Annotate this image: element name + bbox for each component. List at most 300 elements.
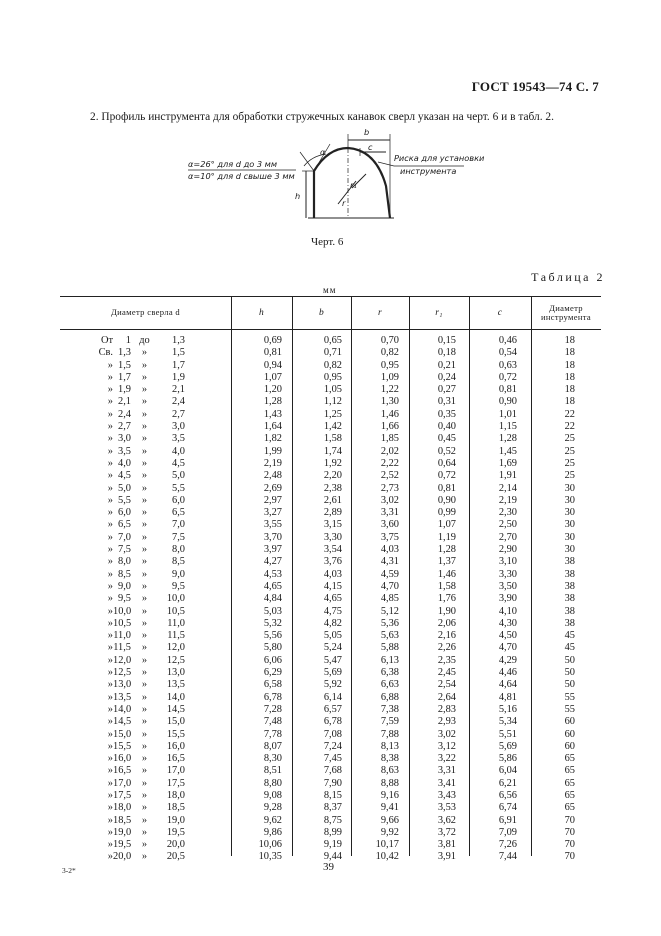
- cell-c: 6,56: [498, 789, 517, 801]
- cell-r1: 2,26: [437, 642, 456, 654]
- table-row: [60, 667, 601, 679]
- cell-r1: 0,99: [437, 507, 456, 519]
- cell-tool: 18: [564, 371, 575, 383]
- paragraph: 2. Профиль инструмента для обработки стружечных канавок сверл указан на черт. 6 и в табл. 2.: [90, 111, 554, 123]
- table-body: [60, 330, 601, 864]
- cell-h: 9,08: [263, 789, 282, 801]
- cell-b: 1,12: [323, 396, 342, 408]
- cell-b: 0,95: [323, 371, 342, 383]
- range-high: 17,0: [166, 765, 185, 777]
- range-sep: »: [141, 371, 148, 383]
- cell-r: 3,75: [380, 531, 399, 543]
- cell-h: 1,43: [263, 408, 282, 420]
- range-low: 6,5: [118, 519, 131, 531]
- range-high: 17,5: [166, 777, 185, 789]
- cell-b: 1,58: [323, 433, 342, 445]
- range-high: 10,0: [166, 593, 185, 605]
- cell-c: 2,90: [498, 544, 517, 556]
- range-high: 9,5: [172, 580, 185, 592]
- cell-c: 4,50: [498, 630, 517, 642]
- range-prefix: »: [107, 802, 113, 814]
- range-sep: »: [141, 679, 148, 691]
- cell-r: 7,88: [380, 728, 399, 740]
- cell-r1: 3,81: [437, 839, 456, 851]
- cell-r1: 2,93: [437, 716, 456, 728]
- range-prefix: »: [107, 494, 113, 506]
- page-header: ГОСТ 19543—74 С. 7: [471, 79, 599, 94]
- cell-h: 6,78: [263, 691, 282, 703]
- cell-r1: 2,06: [437, 617, 456, 629]
- cell-c: 3,90: [498, 593, 517, 605]
- cell-r1: 1,58: [437, 580, 456, 592]
- range-prefix: »: [107, 703, 113, 715]
- cell-r: 3,02: [380, 494, 399, 506]
- cell-c: 4,64: [498, 679, 517, 691]
- range-prefix: »: [107, 789, 113, 801]
- cell-b: 4,75: [323, 605, 342, 617]
- range-high: 16,0: [166, 740, 185, 752]
- cell-r1: 0,52: [437, 445, 456, 457]
- range-high: 11,5: [167, 630, 185, 642]
- cell-h: 6,29: [263, 667, 282, 679]
- range-low: 6,0: [118, 507, 131, 519]
- range-sep: »: [141, 421, 148, 433]
- header-r: r: [378, 307, 382, 318]
- cell-b: 8,99: [323, 826, 342, 838]
- range-sep: »: [141, 433, 148, 445]
- header-tool: Диаметр инструмента: [540, 302, 592, 322]
- cell-b: 3,15: [323, 519, 342, 531]
- cell-h: 9,28: [263, 802, 282, 814]
- table-row: [60, 704, 601, 716]
- cell-r: 1,66: [380, 421, 399, 433]
- table-row: [60, 618, 601, 630]
- cell-b: 1,74: [323, 445, 342, 457]
- cell-tool: 30: [564, 507, 575, 519]
- cell-b: 3,54: [323, 544, 342, 556]
- cell-b: 0,82: [323, 359, 342, 371]
- col-divider: [231, 296, 232, 856]
- cell-c: 2,50: [498, 519, 517, 531]
- cell-r: 3,31: [380, 507, 399, 519]
- cell-c: 7,26: [498, 839, 517, 851]
- cell-c: 4,29: [498, 654, 517, 666]
- cell-tool: 38: [564, 605, 575, 617]
- table-row: [60, 372, 601, 384]
- cell-h: 7,48: [263, 716, 282, 728]
- cell-h: 8,07: [263, 740, 282, 752]
- cell-tool: 30: [564, 482, 575, 494]
- range-low: 5,0: [118, 482, 131, 494]
- table-row: [60, 446, 601, 458]
- cell-r: 4,85: [380, 593, 399, 605]
- cell-tool: 18: [564, 384, 575, 396]
- range-prefix: Св.: [98, 347, 113, 359]
- cell-r1: 3,72: [437, 826, 456, 838]
- range-high: 7,0: [172, 519, 185, 531]
- cell-h: 8,80: [263, 777, 282, 789]
- cell-h: 6,06: [263, 654, 282, 666]
- table-row: [60, 790, 601, 802]
- cell-r: 5,12: [380, 605, 399, 617]
- cell-b: 8,15: [323, 789, 342, 801]
- cell-tool: 65: [564, 789, 575, 801]
- range-high: 16,5: [166, 753, 185, 765]
- cell-r1: 3,53: [437, 802, 456, 814]
- cell-r: 10,42: [375, 851, 399, 863]
- cell-tool: 38: [564, 556, 575, 568]
- cell-c: 0,54: [498, 347, 517, 359]
- cell-h: 8,30: [263, 753, 282, 765]
- cell-r: 4,03: [380, 544, 399, 556]
- cell-c: 1,15: [498, 421, 517, 433]
- range-sep: »: [141, 384, 148, 396]
- col-divider: [531, 296, 532, 856]
- cell-tool: 55: [564, 703, 575, 715]
- cell-r: 2,02: [380, 445, 399, 457]
- table-row: [60, 347, 601, 359]
- header-r1: r₁: [435, 307, 443, 318]
- table-row: [60, 495, 601, 507]
- cell-b: 7,24: [323, 740, 342, 752]
- range-sep: »: [141, 568, 148, 580]
- cell-b: 4,82: [323, 617, 342, 629]
- cell-b: 5,69: [323, 667, 342, 679]
- cell-h: 3,55: [263, 519, 282, 531]
- cell-h: 6,58: [263, 679, 282, 691]
- table-header: [60, 296, 601, 330]
- range-low: 2,4: [118, 408, 131, 420]
- range-low: 2,1: [118, 396, 131, 408]
- cell-r: 5,36: [380, 617, 399, 629]
- cell-r: 2,73: [380, 482, 399, 494]
- table-row: [60, 655, 601, 667]
- cell-r: 5,88: [380, 642, 399, 654]
- cell-b: 8,37: [323, 802, 342, 814]
- range-low: 19,0: [113, 826, 132, 838]
- cell-r1: 0,64: [437, 457, 456, 469]
- cell-tool: 45: [564, 642, 575, 654]
- cell-r: 2,22: [380, 457, 399, 469]
- cell-b: 1,92: [323, 457, 342, 469]
- cell-c: 5,51: [498, 728, 517, 740]
- range-low: 7,5: [118, 544, 131, 556]
- cell-r: 7,38: [380, 703, 399, 715]
- cell-tool: 65: [564, 802, 575, 814]
- range-high: 1,9: [172, 371, 185, 383]
- cell-r1: 3,31: [437, 765, 456, 777]
- dim-h: h: [295, 191, 301, 201]
- range-low: 1,7: [118, 371, 131, 383]
- unit-label: мм: [323, 285, 337, 295]
- data-table: [60, 296, 601, 864]
- cell-c: 4,46: [498, 667, 517, 679]
- range-prefix: »: [107, 519, 113, 531]
- cell-tool: 38: [564, 593, 575, 605]
- range-prefix: »: [107, 728, 113, 740]
- cell-b: 2,38: [323, 482, 342, 494]
- cell-h: 1,82: [263, 433, 282, 445]
- cell-r: 8,88: [380, 777, 399, 789]
- table-row: [60, 360, 601, 372]
- cell-c: 6,91: [498, 814, 517, 826]
- cell-h: 3,70: [263, 531, 282, 543]
- range-high: 20,5: [166, 851, 185, 863]
- cell-r1: 0,72: [437, 470, 456, 482]
- cell-tool: 30: [564, 544, 575, 556]
- cell-h: 7,28: [263, 703, 282, 715]
- range-low: 15,0: [113, 728, 132, 740]
- range-high: 19,5: [166, 826, 185, 838]
- range-high: 6,0: [172, 494, 185, 506]
- cell-r1: 2,45: [437, 667, 456, 679]
- range-prefix: »: [107, 580, 113, 592]
- range-low: 18,0: [113, 802, 132, 814]
- cell-b: 1,42: [323, 421, 342, 433]
- cell-h: 2,48: [263, 470, 282, 482]
- cell-r: 0,70: [380, 335, 399, 346]
- cell-r: 8,13: [380, 740, 399, 752]
- table-row: [60, 458, 601, 470]
- table-row: [60, 802, 601, 814]
- range-sep: »: [141, 507, 148, 519]
- range-high: 2,7: [172, 408, 185, 420]
- cell-h: 4,65: [263, 580, 282, 592]
- range-sep: »: [141, 716, 148, 728]
- cell-c: 0,81: [498, 384, 517, 396]
- range-low: 14,0: [113, 703, 132, 715]
- cell-r1: 2,35: [437, 654, 456, 666]
- range-sep: »: [141, 728, 148, 740]
- cell-tool: 65: [564, 777, 575, 789]
- col-divider: [292, 296, 293, 856]
- range-sep: »: [141, 359, 148, 371]
- cell-r: 1,85: [380, 433, 399, 445]
- cell-h: 0,81: [263, 347, 282, 359]
- cell-r: 2,52: [380, 470, 399, 482]
- range-low: 5,5: [118, 494, 131, 506]
- cell-b: 5,47: [323, 654, 342, 666]
- cell-r1: 3,02: [437, 728, 456, 740]
- range-prefix: »: [107, 457, 113, 469]
- cell-tool: 18: [564, 359, 575, 371]
- cell-r1: 0,27: [437, 384, 456, 396]
- cell-b: 7,08: [323, 728, 342, 740]
- range-high: 2,1: [172, 384, 185, 396]
- cell-b: 6,78: [323, 716, 342, 728]
- cell-h: 0,94: [263, 359, 282, 371]
- range-prefix: »: [107, 421, 113, 433]
- cell-b: 5,24: [323, 642, 342, 654]
- cell-b: 4,65: [323, 593, 342, 605]
- range-low: 20,0: [113, 851, 132, 863]
- cell-b: 4,15: [323, 580, 342, 592]
- cell-r: 9,92: [380, 826, 399, 838]
- range-high: 3,5: [172, 433, 185, 445]
- range-low: 10,0: [113, 605, 132, 617]
- range-sep: »: [141, 753, 148, 765]
- range-prefix: »: [107, 716, 113, 728]
- range-prefix: »: [107, 777, 113, 789]
- range-sep: »: [141, 617, 148, 629]
- range-prefix: »: [107, 679, 113, 691]
- cell-c: 2,19: [498, 494, 517, 506]
- cell-r1: 2,54: [437, 679, 456, 691]
- cell-tool: 70: [564, 814, 575, 826]
- cell-h: 8,51: [263, 765, 282, 777]
- cell-tool: 60: [564, 728, 575, 740]
- cell-h: 3,27: [263, 507, 282, 519]
- cell-r: 7,59: [380, 716, 399, 728]
- cell-r: 0,95: [380, 359, 399, 371]
- cell-tool: 70: [564, 839, 575, 851]
- cell-tool: 25: [564, 433, 575, 445]
- cell-h: 2,97: [263, 494, 282, 506]
- cell-tool: 50: [564, 679, 575, 691]
- table-row: [60, 532, 601, 544]
- header-diameter: Диаметр сверла d: [110, 307, 180, 318]
- range-sep: »: [141, 630, 148, 642]
- cell-r1: 3,41: [437, 777, 456, 789]
- cell-r: 9,16: [380, 789, 399, 801]
- cell-b: 7,68: [323, 765, 342, 777]
- cell-r1: 3,62: [437, 814, 456, 826]
- cell-h: 5,32: [263, 617, 282, 629]
- cell-h: 1,20: [263, 384, 282, 396]
- range-prefix: »: [107, 384, 113, 396]
- range-prefix: »: [107, 593, 113, 605]
- cell-r: 1,09: [380, 371, 399, 383]
- range-low: 1,3: [118, 347, 131, 359]
- range-prefix: »: [107, 359, 113, 371]
- cell-c: 3,50: [498, 580, 517, 592]
- cell-h: 0,69: [263, 335, 282, 346]
- cell-r: 6,88: [380, 691, 399, 703]
- range-prefix: »: [107, 642, 113, 654]
- range-low: 14,5: [113, 716, 132, 728]
- cell-h: 10,06: [258, 839, 282, 851]
- cell-tool: 30: [564, 531, 575, 543]
- header-h: h: [258, 307, 265, 318]
- range-sep: »: [141, 789, 148, 801]
- range-prefix: »: [107, 507, 113, 519]
- range-low: 16,0: [113, 753, 132, 765]
- range-sep: »: [141, 445, 148, 457]
- range-high: 1,5: [172, 347, 185, 359]
- table-row: [60, 470, 601, 482]
- angle-note-2: α=10° для d свыше 3 мм: [188, 171, 295, 181]
- cell-r1: 0,21: [437, 359, 456, 371]
- table-row: [60, 396, 601, 408]
- table-row: [60, 716, 601, 728]
- range-prefix: От: [100, 335, 113, 346]
- cell-r: 9,66: [380, 814, 399, 826]
- cell-r1: 3,91: [437, 851, 456, 863]
- header-b: b: [318, 307, 325, 318]
- cell-r1: 1,76: [437, 593, 456, 605]
- cell-c: 1,45: [498, 445, 517, 457]
- range-low: 8,0: [118, 556, 131, 568]
- cell-r: 6,13: [380, 654, 399, 666]
- range-prefix: »: [107, 691, 113, 703]
- range-prefix: »: [107, 605, 113, 617]
- range-prefix: »: [107, 445, 113, 457]
- range-low: 1,9: [118, 384, 131, 396]
- cell-r: 1,46: [380, 408, 399, 420]
- cell-c: 0,63: [498, 359, 517, 371]
- cell-h: 3,97: [263, 544, 282, 556]
- range-high: 1,3: [172, 335, 185, 346]
- cell-r1: 0,18: [437, 347, 456, 359]
- col-divider: [409, 296, 410, 856]
- cell-r1: 0,31: [437, 396, 456, 408]
- cell-r: 9,41: [380, 802, 399, 814]
- cell-h: 2,69: [263, 482, 282, 494]
- range-low: 15,5: [113, 740, 132, 752]
- header-c: c: [497, 307, 503, 318]
- range-sep: »: [141, 740, 148, 752]
- cell-h: 7,78: [263, 728, 282, 740]
- range-low: 4,0: [118, 457, 131, 469]
- table-row: [60, 753, 601, 765]
- cell-r1: 0,15: [437, 335, 456, 346]
- table-row: [60, 692, 601, 704]
- cell-c: 5,16: [498, 703, 517, 715]
- range-high: 11,0: [167, 617, 185, 629]
- table-row: [60, 581, 601, 593]
- range-high: 12,0: [166, 642, 185, 654]
- cell-r: 4,70: [380, 580, 399, 592]
- cell-c: 3,30: [498, 568, 517, 580]
- cell-b: 0,71: [323, 347, 342, 359]
- table-row: [60, 409, 601, 421]
- cell-tool: 65: [564, 753, 575, 765]
- table-row: [60, 335, 601, 347]
- range-prefix: »: [107, 396, 113, 408]
- table-row: [60, 421, 601, 433]
- range-prefix: »: [107, 667, 113, 679]
- range-high: 18,0: [166, 789, 185, 801]
- range-sep: »: [141, 494, 148, 506]
- table-row: [60, 384, 601, 396]
- range-prefix: »: [107, 433, 113, 445]
- table-row: [60, 556, 601, 568]
- cell-r1: 1,28: [437, 544, 456, 556]
- range-sep: »: [141, 396, 148, 408]
- cell-tool: 38: [564, 617, 575, 629]
- range-high: 13,0: [166, 667, 185, 679]
- range-prefix: »: [107, 556, 113, 568]
- cell-b: 6,14: [323, 691, 342, 703]
- cell-tool: 60: [564, 740, 575, 752]
- cell-b: 2,20: [323, 470, 342, 482]
- range-prefix: »: [107, 740, 113, 752]
- range-prefix: »: [107, 531, 113, 543]
- range-sep: »: [141, 777, 148, 789]
- cell-b: 4,03: [323, 568, 342, 580]
- dim-c: c: [368, 142, 373, 152]
- range-sep: »: [141, 839, 148, 851]
- range-sep: »: [141, 814, 148, 826]
- range-prefix: »: [107, 753, 113, 765]
- range-sep: »: [141, 580, 148, 592]
- cell-tool: 45: [564, 630, 575, 642]
- cell-r1: 0,45: [437, 433, 456, 445]
- cell-r1: 2,64: [437, 691, 456, 703]
- cell-b: 7,45: [323, 753, 342, 765]
- cell-tool: 65: [564, 765, 575, 777]
- cell-h: 4,53: [263, 568, 282, 580]
